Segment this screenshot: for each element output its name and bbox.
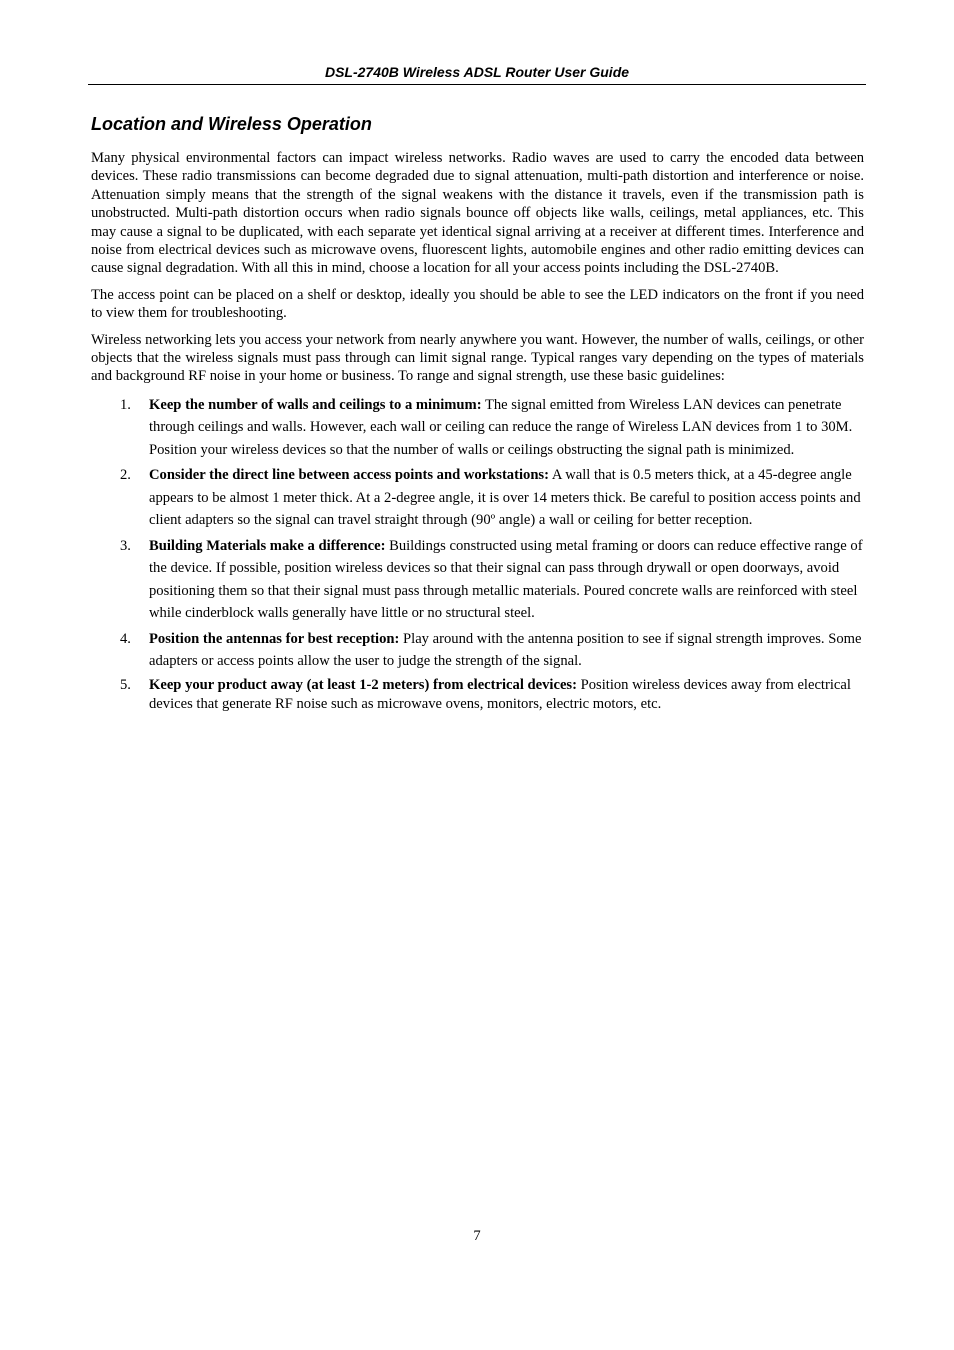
list-item-title: Keep the number of walls and ceilings to a minimum: xyxy=(149,396,482,413)
list-item xyxy=(91,628,864,673)
page-content xyxy=(91,112,864,718)
header-divider xyxy=(88,84,866,85)
list-item-number: 3. xyxy=(120,537,131,554)
list-item-number: 2. xyxy=(120,467,131,484)
list-item-text: Play around with the antenna position to see if signal strength improves. Some adapters or access points allow the user to judge the strength of the signal. xyxy=(149,630,862,670)
list-item xyxy=(91,394,864,462)
list-item-title: Keep your product away (at least 1-2 meters) from electrical devices: xyxy=(149,676,577,693)
page-number: 7 xyxy=(473,1228,481,1244)
list-item-title: Building Materials make a difference: xyxy=(149,537,386,554)
list-item xyxy=(91,676,864,715)
list-item-text: The signal emitted from Wireless LAN devices can penetrate through ceilings and walls. However, each wall or ceiling can reduce the range of Wireless LAN devices from 1 to 30M. Position your wireless devices so that the number of walls or ceilings obstructing the signal path is minimized. xyxy=(149,396,853,458)
list-item xyxy=(91,464,864,532)
guidelines-list xyxy=(91,394,864,715)
section-heading: Location and Wireless Operation xyxy=(91,114,372,134)
list-item-title: Position the antennas for best reception: xyxy=(149,630,400,647)
paragraph-environmental-factors: Many physical environmental factors can impact wireless networks. Radio waves are used to carry the encoded data between devices. These radio transmissions can become degraded due to signal attenuation, multi-path distortion and interference or noise. Attenuation simply means that the strength of the signal weakens with the distance it travels, even if the transmission path is unobstructed. Multi-path distortion occurs when radio signals bounce off objects like walls, ceilings, metal appliances, etc. This may cause a signal to be duplicated, with each separate yet identical signal arriving at a receiver at different times. Interference and noise from electrical devices such as microwave ovens, fluorescent lights, automobile engines and other radio emitting devices can cause signal degradation. With all this in mind, choose a location for all your access points including the DSL-2740B. xyxy=(91,150,864,277)
paragraph-range: Wireless networking lets you access your network from nearly anywhere you want. However, the number of walls, ceilings, or other objects that the wireless signals must pass through can limit signal range. Typical ranges vary depending on the types of materials and background RF noise in your home or business. To range and signal strength, use these basic guidelines: xyxy=(91,331,864,385)
list-item-title: Consider the direct line between access points and workstations: xyxy=(149,467,549,484)
list-item-number: 5. xyxy=(120,676,131,693)
list-item-number: 1. xyxy=(120,396,131,413)
list-item-number: 4. xyxy=(120,630,131,647)
list-item-text: Buildings constructed using metal framing or doors can reduce effective range of the device. If possible, position wireless devices so that their signal can pass through drywall or open doorways, avoid positioning them so that their signal must pass through metallic materials. Poured concrete walls are reinforced with steel while cinderblock walls generally have little or no structural steel. xyxy=(149,537,863,622)
list-item-text: A wall that is 0.5 meters thick, at a 45-degree angle appears to be almost 1 meter thick. At a 2-degree angle, it is over 14 meters thick. Be careful to position access points and client adapters so the signal can travel straight through (90º angle) a wall or ceiling for better reception. xyxy=(149,467,861,529)
paragraph-placement: The access point can be placed on a shelf or desktop, ideally you should be able to see the LED indicators on the front if you need to view them for troubleshooting. xyxy=(91,286,864,322)
running-header: DSL-2740B Wireless ADSL Router User Guide xyxy=(324,64,630,80)
list-item-text: Position wireless devices away from electrical devices that generate RF noise such as microwave ovens, monitors, electric motors, etc. xyxy=(149,676,851,713)
list-item xyxy=(91,535,864,625)
